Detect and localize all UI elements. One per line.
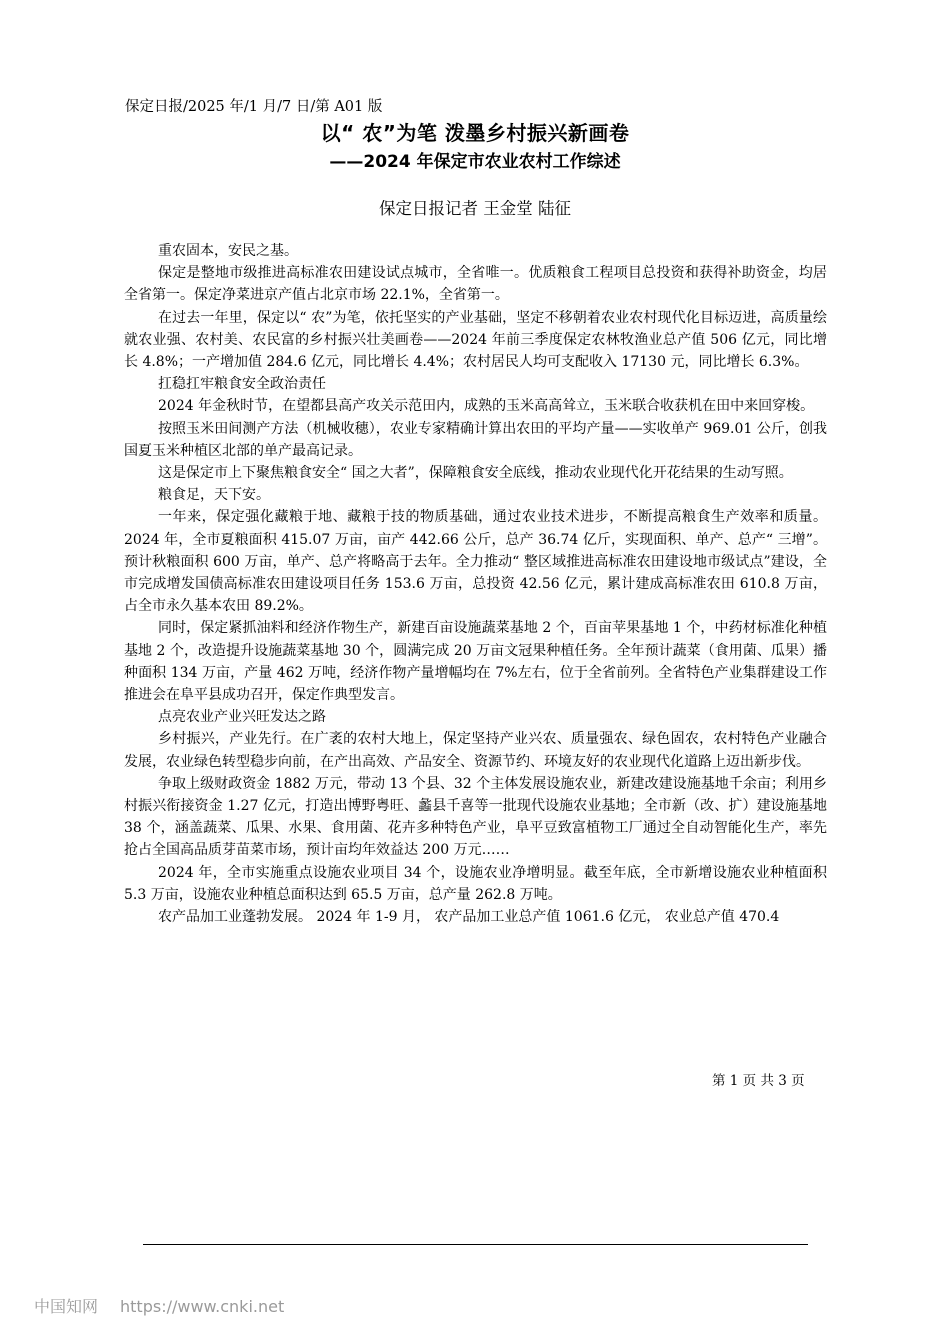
paragraph: 2024 年，全市实施重点设施农业项目 34 个，设施农业净增明显。截至年底，全市新增设施农业种植面积 5.3 万亩，设施农业种植总面积达到 65.5 万亩，总产量 262.8 万吨。 [124, 864, 827, 903]
paragraph: 争取上级财政资金 1882 万元，带动 13 个县、32 个主体发展设施农业，新建改建设施基地千余亩；利用乡村振兴衔接资金 1.27 亿元，打造出博野粤旺、蠡县千喜等一批现代设施农业基地；全市新（改、扩）建设施基地 38 个，涵盖蔬菜、瓜果、水果、食用菌、花卉多种特色产业，阜平豆致富植物工厂通过全自动智能化生产，率先抢占全国高品质芽苗菜市场，预计亩均年效益达 200 万元…… [124, 775, 827, 859]
footer-watermark [34, 1294, 284, 1317]
page-number: 第 1 页 共 3 页 [712, 1073, 805, 1089]
paragraph: 一年来，保定强化藏粮于地、藏粮于技的物质基础，通过农业技术进步，不断提高粮食生产效率和质量。2024 年，全市夏粮面积 415.07 万亩，亩产 442.66 公斤，总产 36.74 亿斤，实现面积、单产、总产“ 三增”。预计秋粮面积 600 万亩，单产、总产将略高于去年。全力推动“ 整区域推进高标准农田建设地市级试点”建设，全市完成增发国债高标准农田建设项目任务 153.6 万亩，总投资 42.56 亿元，累计建成高标准农田 610.8 万亩，占全市永久基本农田 89.2%。 [124, 509, 827, 615]
paragraph: 农产品加工业蓬勃发展。 2024 年 1-9 月， 农产品加工业总产值 1061.6 亿元， 农业总产值 470.4 [158, 909, 780, 926]
section-heading: 扛稳扛牢粮食安全政治责任 [158, 376, 326, 393]
footer-brand: 中国知网 [34, 1297, 99, 1316]
paragraph: 粮食足，天下安。 [158, 487, 270, 504]
paragraph: 这是保定市上下聚焦粮食安全“ 国之大者”，保障粮食安全底线，推动农业现代化开花结果的生动写照。 [158, 465, 793, 482]
section-heading: 点亮农业产业兴旺发达之路 [158, 709, 326, 726]
article-subtitle: ——2024 年保定市农业农村工作综述 [329, 152, 621, 172]
article-title: 以“ 农”为笔 泼墨乡村振兴新画卷 [320, 121, 630, 145]
paragraph: 保定是整地市级推进高标准农田建设试点城市，全省唯一。优质粮食工程项目总投资和获得补助资金，均居全省第一。保定净菜进京产值占北京市场 22.1%，全省第一。 [124, 265, 827, 304]
paragraph: 乡村振兴，产业先行。在广袤的农村大地上，保定坚持产业兴农、质量强农、绿色固农，农村特色产业融合发展，农业绿色转型稳步向前，在产出高效、产品安全、资源节约、环境友好的农业现代化道路上迈出新步伐。 [124, 731, 827, 770]
paragraph: 按照玉米田间测产方法（机械收穗），农业专家精确计算出农田的平均产量——实收单产 969.01 公斤，创我国夏玉米种植区北部的单产最高记录。 [124, 420, 827, 459]
paragraph: 重农固本，安民之基。 [158, 243, 298, 259]
article-source: 保定日报/2025 年/1 月/7 日/第 A01 版 [125, 99, 383, 115]
paragraph: 在过去一年里，保定以“ 农”为笔，依托坚实的产业基础，坚定不移朝着农业农村现代化目标迈进，高质量绘就农业强、农村美、农民富的乡村振兴壮美画卷——2024 年前三季度保定农林牧渔业总产值 506 亿元，同比增长 4.8%；一产增加值 284.6 亿元，同比增长 4.4%；农村居民人均可支配收入 17130 元，同比增长 6.3%。 [124, 309, 827, 371]
footer-url[interactable]: https://www.cnki.net [120, 1297, 285, 1316]
paragraph: 同时，保定紧抓油料和经济作物生产，新建百亩设施蔬菜基地 2 个，百亩苹果基地 1 个，中药材标准化种植基地 2 个，改造提升设施蔬菜基地 30 个，圆满完成 20 万亩文冠果种植任务。全年预计蔬菜（食用菌、瓜果）播种面积 134 万亩，产量 462 万吨，经济作物产量增幅均在 7%左右，位于全省前列。全省特色产业集群建设工作推进会在阜平县成功召开，保定作典型发言。 [124, 620, 827, 704]
paragraph: 2024 年金秋时节，在望都县高产攻关示范田内，成熟的玉米高高耸立，玉米联合收获机在田中来回穿梭。 [158, 398, 815, 415]
article-byline: 保定日报记者 王金堂 陆征 [379, 199, 571, 218]
article-body [124, 240, 827, 928]
footer-divider [143, 1244, 808, 1245]
